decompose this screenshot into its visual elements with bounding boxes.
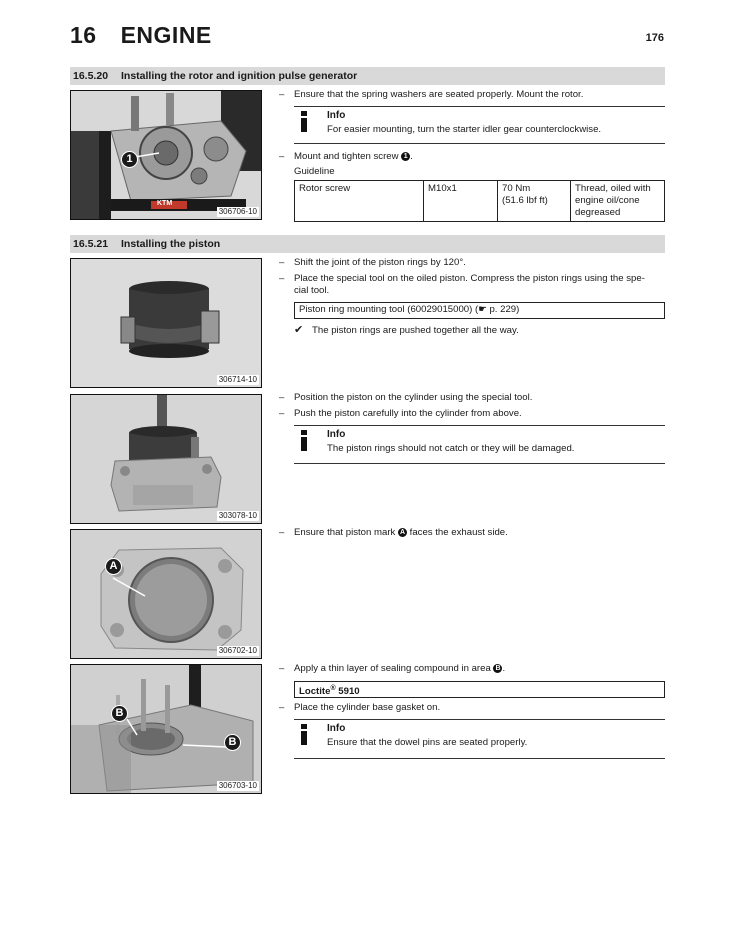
step-push-piston: – Push the piston carefully into the cylinder from above. bbox=[279, 408, 522, 419]
step-piston-mark: – Ensure that piston mark A faces the exhaust side. bbox=[279, 527, 508, 538]
photo-ref: 306702-10 bbox=[218, 646, 257, 655]
section-number: 16.5.20 bbox=[73, 70, 109, 82]
page-link[interactable]: ☛ p. 229) bbox=[478, 304, 520, 315]
callout-b-marker-right: B bbox=[224, 734, 241, 751]
info-icon bbox=[297, 111, 311, 133]
callout-b-marker-left: B bbox=[111, 705, 128, 722]
piston-cylinder-illustration bbox=[71, 395, 262, 524]
stand-logo: KTM bbox=[157, 200, 173, 207]
spec-torque: 70 Nm (51.6 lbf ft) bbox=[498, 181, 571, 222]
section-heading-rotor bbox=[70, 67, 665, 85]
cylinder-top-illustration bbox=[71, 530, 262, 659]
callout-a-marker: A bbox=[105, 558, 122, 575]
step-tighten-screw: – Mount and tighten screw 1 . bbox=[279, 151, 413, 162]
crankcase-illustration bbox=[71, 665, 262, 794]
page-number: 176 bbox=[645, 32, 664, 44]
tool-reference-box: Piston ring mounting tool (60029015000) (☛ p. 229) bbox=[294, 302, 665, 319]
info-box-starter-gear: Info For easier mounting, turn the starter idler gear counterclockwise. bbox=[294, 106, 665, 144]
chapter-number: 16 bbox=[70, 22, 97, 48]
step-position-piston: – Position the piston on the cylinder using the special tool. bbox=[279, 392, 533, 403]
callout-b-inline: B bbox=[495, 664, 501, 672]
step-place-special-tool: – Place the special tool on the oiled piston. Compress the piston rings using the spe- cial tool. bbox=[279, 273, 645, 296]
step-place-gasket: – Place the cylinder base gasket on. bbox=[279, 702, 441, 713]
photo-ref: 306714-10 bbox=[218, 375, 257, 384]
chapter-name: ENGINE bbox=[120, 22, 212, 48]
chapter-title bbox=[70, 22, 212, 49]
ring-tool-illustration bbox=[71, 259, 262, 388]
callout-1-inline: 1 bbox=[401, 152, 410, 161]
spec-name: Rotor screw bbox=[295, 181, 424, 222]
photo-ref: 306703-10 bbox=[218, 781, 257, 790]
checkmark-icon: ✔ bbox=[294, 324, 304, 336]
torque-spec-table bbox=[294, 180, 665, 222]
table-row bbox=[295, 181, 665, 222]
step-shift-ring-joint: – Shift the joint of the piston rings by 120°. bbox=[279, 257, 466, 268]
section-title: Installing the piston bbox=[121, 238, 221, 250]
callout-1-marker: 1 bbox=[121, 151, 138, 168]
section-number: 16.5.21 bbox=[73, 238, 109, 250]
info-icon bbox=[297, 430, 311, 452]
step-apply-sealing: – Apply a thin layer of sealing compound in area B . bbox=[279, 663, 506, 674]
callout-a-inline: A bbox=[399, 528, 406, 536]
photo-ring-tool bbox=[70, 258, 262, 388]
step-mount-rotor: – Ensure that the spring washers are seated properly. Mount the rotor. bbox=[279, 89, 584, 100]
photo-cylinder-top bbox=[70, 529, 262, 659]
section-title: Installing the rotor and ignition pulse generator bbox=[121, 70, 358, 82]
photo-ref: 306706-10 bbox=[218, 207, 257, 216]
info-box-piston-rings: Info The piston rings should not catch or they will be damaged. bbox=[294, 425, 665, 464]
guideline-label: Guideline bbox=[294, 166, 335, 177]
photo-crankcase-sealing bbox=[70, 664, 262, 794]
photo-piston-cylinder bbox=[70, 394, 262, 524]
spec-note: Thread, oiled with engine oil/cone degreased bbox=[571, 181, 665, 222]
section-heading-piston bbox=[70, 235, 665, 253]
spec-thread: M10x1 bbox=[424, 181, 498, 222]
info-icon bbox=[297, 724, 311, 746]
loctite-product-box: Loctite® 5910 bbox=[294, 681, 665, 698]
photo-ref: 303078-10 bbox=[218, 511, 257, 520]
photo-rotor-engine bbox=[70, 90, 262, 220]
info-box-dowel-pins: Info Ensure that the dowel pins are seated properly. bbox=[294, 719, 665, 759]
check-result: ✔ The piston rings are pushed together all the way. bbox=[294, 324, 519, 336]
